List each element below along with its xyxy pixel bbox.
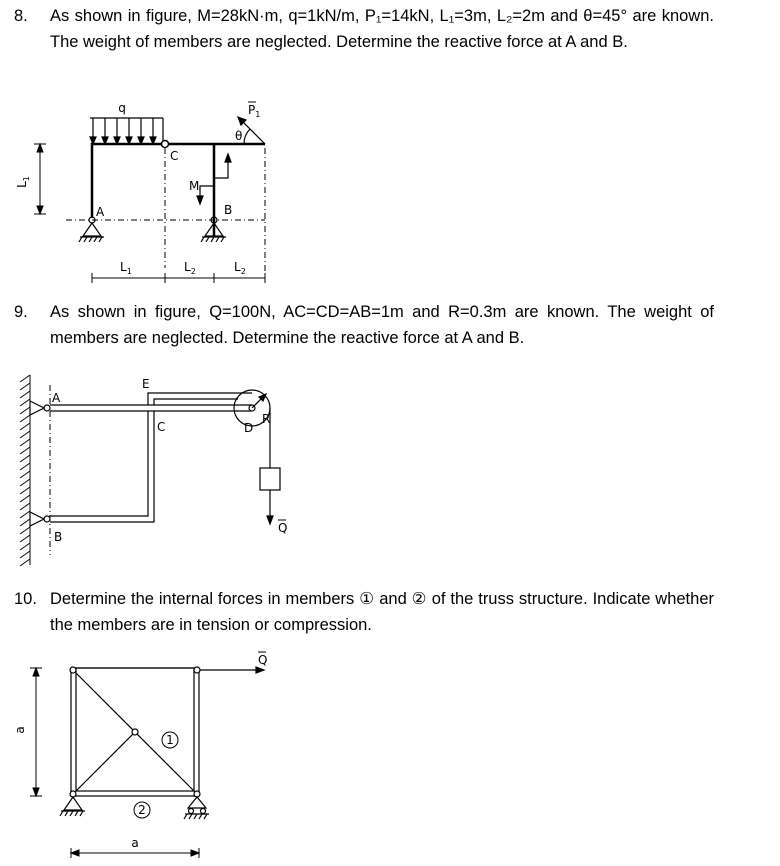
- label-L2-first: $L_2$: [184, 260, 196, 276]
- pin-support-left: [60, 797, 85, 816]
- label-a-horizontal: a: [131, 836, 139, 850]
- label-A: A: [52, 391, 61, 405]
- label-R: R: [262, 412, 271, 426]
- frame-members: [92, 144, 265, 236]
- wall: [20, 375, 30, 566]
- force-Q: [200, 667, 264, 673]
- label-C: C: [157, 420, 166, 434]
- hinge-C: [162, 141, 169, 148]
- problem-number: 9.: [14, 303, 28, 321]
- roller-support-right: [184, 797, 209, 819]
- label-member-1: 1: [166, 733, 174, 747]
- distributed-load-q: [90, 118, 163, 144]
- pin-support-A: [30, 401, 50, 415]
- problem-number: 8.: [14, 7, 28, 25]
- label-C: C: [170, 149, 179, 163]
- label-Q: Q: [258, 653, 268, 667]
- label-L1-horizontal: $L_1$: [120, 260, 132, 276]
- label-Q: Q: [278, 521, 288, 535]
- problem-text: Determine the internal forces in members ① and ② of the truss structure. Indicate whether the members are in tension or compression.: [50, 590, 714, 634]
- member-BC: [50, 411, 154, 522]
- problem-number: 10.: [14, 590, 37, 608]
- label-a-vertical: a: [13, 726, 27, 734]
- label-q: q: [118, 101, 126, 115]
- figure-problem-10: [0, 648, 300, 866]
- problem-8: [14, 3, 714, 55]
- label-A: A: [96, 205, 105, 219]
- label-D: D: [244, 421, 254, 435]
- pin-support-B: [30, 512, 50, 526]
- problem-text: As shown in figure, Q=100N, AC=CD=AB=1m and R=0.3m are known. The weight of members are neglected. Determine the reactive force at A and B.: [50, 303, 714, 347]
- beam-AD: [50, 405, 252, 411]
- label-B: B: [54, 530, 63, 544]
- problem-9: [14, 299, 714, 351]
- label-L1-vertical: $L_1$: [15, 176, 31, 188]
- label-E: E: [142, 377, 150, 391]
- label-L2-second: $L_2$: [234, 260, 246, 276]
- pin-support-A: [79, 217, 104, 242]
- dimension-bottom: [92, 273, 265, 283]
- label-P1: $P_1$: [248, 103, 261, 119]
- dimension-L1-vertical: [34, 144, 46, 214]
- label-M: M: [189, 179, 200, 193]
- label-theta: θ: [235, 129, 243, 143]
- figure-problem-8: [0, 90, 300, 290]
- figure-problem-9: [0, 360, 320, 570]
- label-member-2: 2: [138, 803, 146, 817]
- problem-10: [14, 586, 714, 638]
- label-B: B: [224, 203, 233, 217]
- dimension-a-vertical: [30, 668, 42, 796]
- problem-text: As shown in figure, M=28kN·m, q=1kN/m, P₁=14kN, L₁=3m, L₂=2m and θ=45° are known. The weight of members are neglected. Determine the reactive force at A and B.: [50, 7, 714, 51]
